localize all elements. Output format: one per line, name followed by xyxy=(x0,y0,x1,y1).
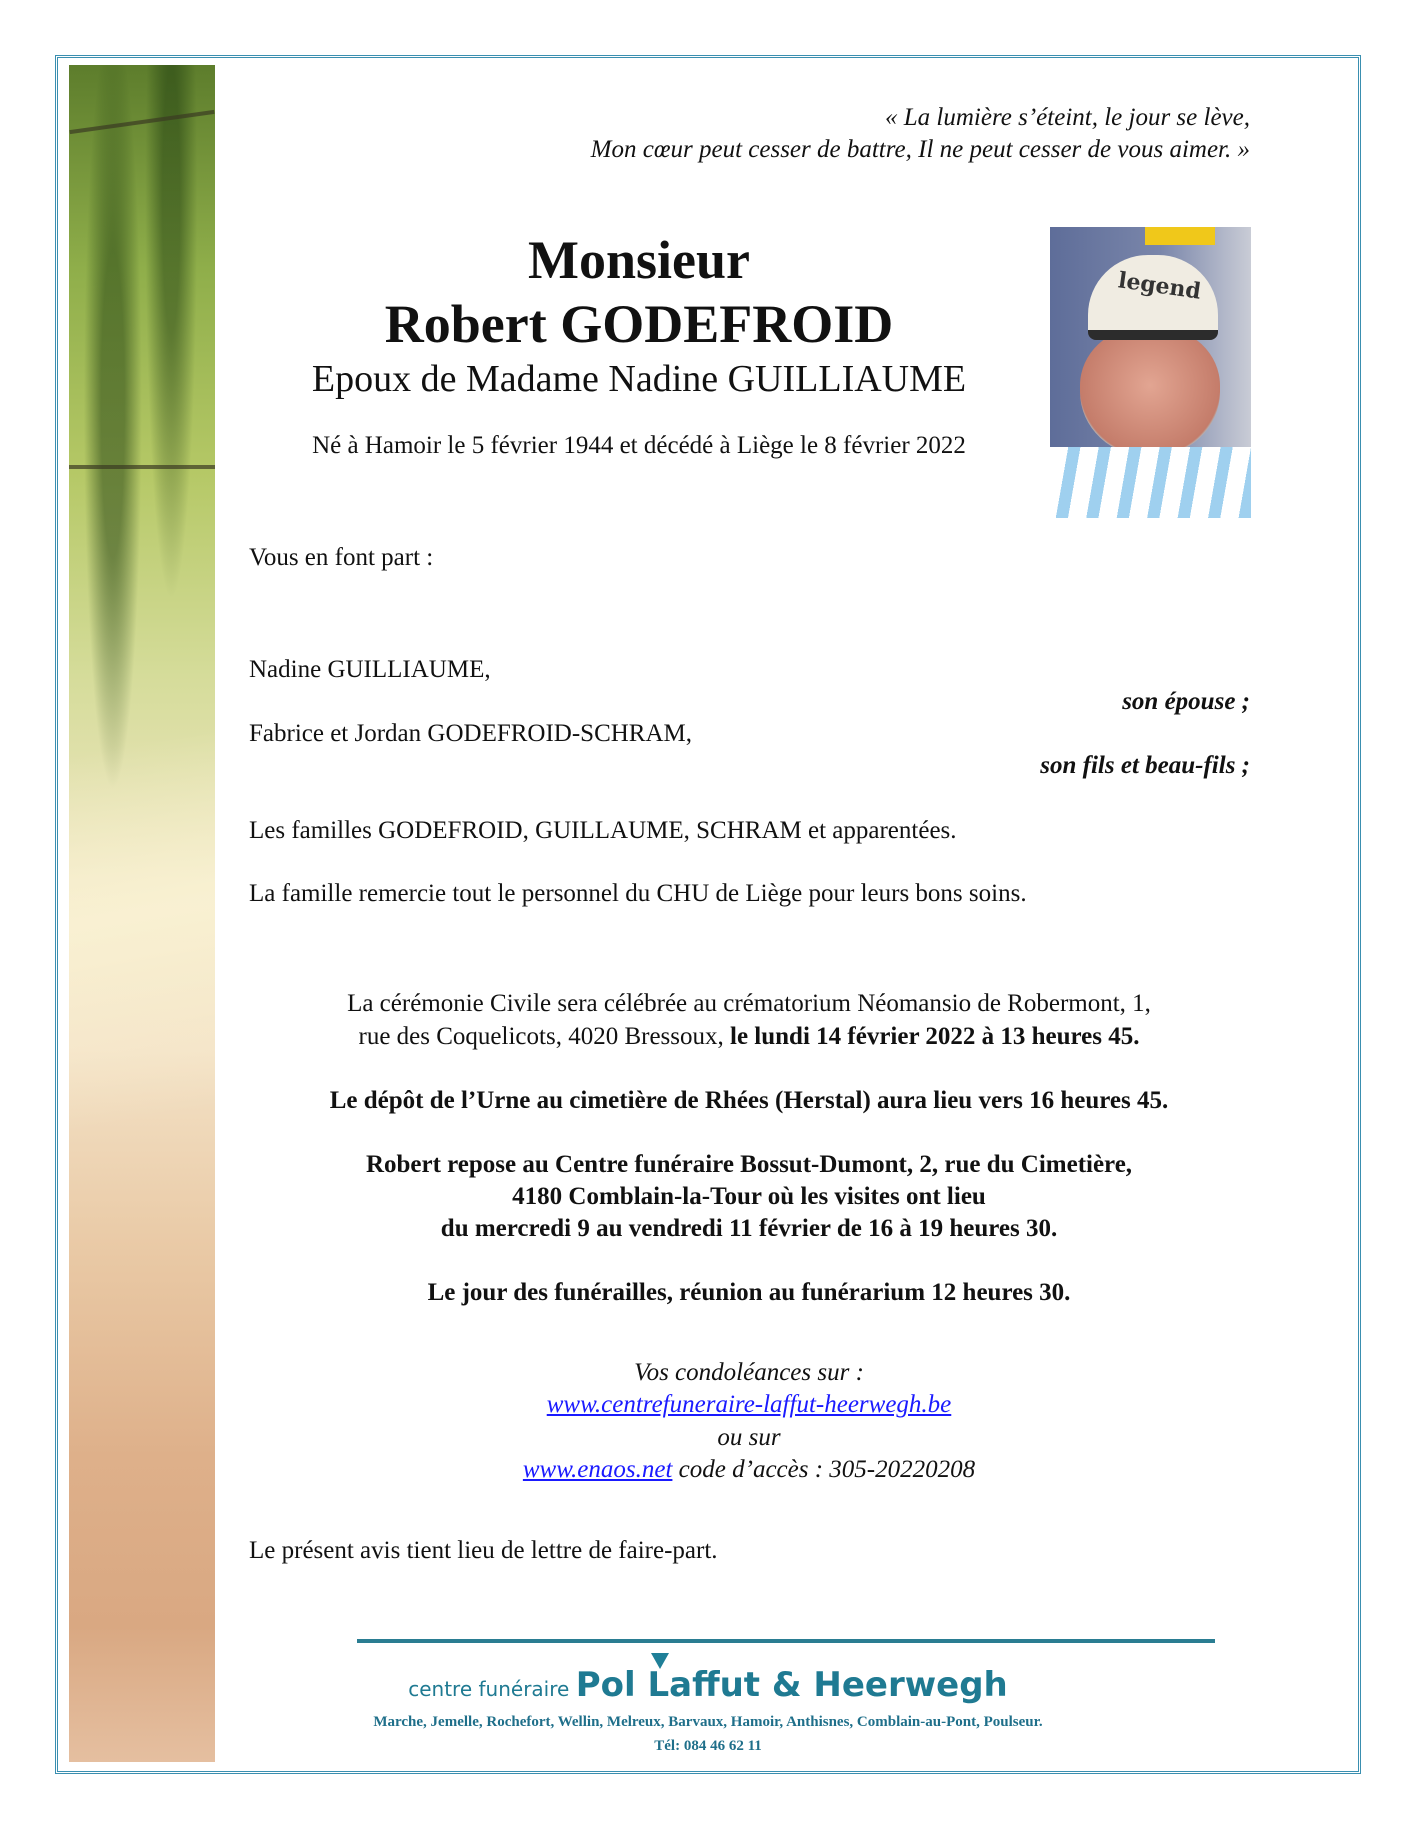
urn-deposit-line: Le dépôt de l’Urne au cimetière de Rhées (Herstal) aura lieu vers 16 heures 45. xyxy=(329,1087,1169,1114)
birth-death-dates: Né à Hamoir le 5 février 1944 et décédé à Liège le 8 février 2022 xyxy=(312,432,966,459)
family-member-relation: son fils et beau-fils ; xyxy=(1040,752,1250,779)
photo-cap xyxy=(1088,255,1218,340)
quote-line-1: « La lumière s’éteint, le jour se lève, xyxy=(885,104,1250,131)
condolences-or: ou sur xyxy=(717,1424,781,1451)
condolences-label: Vos condoléances sur : xyxy=(634,1359,864,1386)
deceased-name: Robert GODEFROID xyxy=(384,294,894,354)
spouse-line: Epoux de Madame Nadine GUILLIAUME xyxy=(311,358,967,400)
photo-background-flag xyxy=(1145,227,1215,245)
honorific: Monsieur xyxy=(528,230,750,290)
repose-line-2: 4180 Comblain-la-Tour où les visites ont lieu xyxy=(512,1183,986,1210)
footer-divider xyxy=(357,1639,1215,1643)
quote-line-2: Mon cœur peut cesser de battre, Il ne peut cesser de vous aimer. » xyxy=(590,136,1250,163)
branch-decoration xyxy=(69,465,215,469)
repose-line-3: du mercredi 9 au vendredi 11 février de 16 à 19 heures 30. xyxy=(440,1215,1058,1242)
meeting-line: Le jour des funérailles, réunion au funérarium 12 heures 30. xyxy=(427,1279,1071,1306)
condolences-link-funeral-home[interactable]: www.centrefuneraire-laffut-heerwegh.be xyxy=(546,1391,952,1418)
cap-text: legend xyxy=(1116,267,1203,305)
photo-shirt xyxy=(1050,447,1251,518)
logo-prefix: centre funéraire xyxy=(408,1677,576,1701)
family-member-name: Fabrice et Jordan GODEFROID-SCHRAM, xyxy=(249,720,693,747)
forest-path-decorative-image xyxy=(69,65,215,1762)
ceremony-line-1: La cérémonie Civile sera célébrée au crématorium Néomansio de Robermont, 1, xyxy=(347,990,1151,1017)
ceremony-address: rue des Coquelicots, 4020 Bressoux, xyxy=(358,1023,730,1050)
condolences-link-enaos[interactable]: www.enaos.net xyxy=(522,1456,673,1483)
notice-line: Le présent avis tient lieu de lettre de faire-part. xyxy=(249,1537,718,1564)
ceremony-line-2 xyxy=(249,1024,1249,1049)
repose-line-1: Robert repose au Centre funéraire Bossut-Dumont, 2, rue du Cimetière, xyxy=(365,1151,1133,1178)
families-line: Les familles GODEFROID, GUILLAUME, SCHRAM et apparentées. xyxy=(249,817,957,844)
access-code: code d’accès : 305-20220208 xyxy=(672,1456,976,1483)
portrait-photo xyxy=(1050,227,1251,518)
funeral-home-logo xyxy=(0,1665,1416,1705)
footer-cities: Marche, Jemelle, Rochefort, Wellin, Melreux, Barvaux, Hamoir, Anthisnes, Comblain-au-Pont, Poulseur. xyxy=(373,1714,1043,1730)
photo-face xyxy=(1080,327,1220,457)
family-member-name: Nadine GUILLIAUME, xyxy=(249,656,491,683)
logo-brand: Pol Laffut & Heerwegh xyxy=(575,1665,1008,1705)
intro-text: Vous en font part : xyxy=(249,544,434,571)
family-member-relation: son épouse ; xyxy=(1122,688,1250,715)
ceremony-datetime: le lundi 14 février 2022 à 13 heures 45. xyxy=(730,1023,1140,1050)
footer-phone: Tél: 084 46 62 11 xyxy=(654,1738,762,1754)
thanks-line: La famille remercie tout le personnel du CHU de Liège pour leurs bons soins. xyxy=(249,880,1027,907)
